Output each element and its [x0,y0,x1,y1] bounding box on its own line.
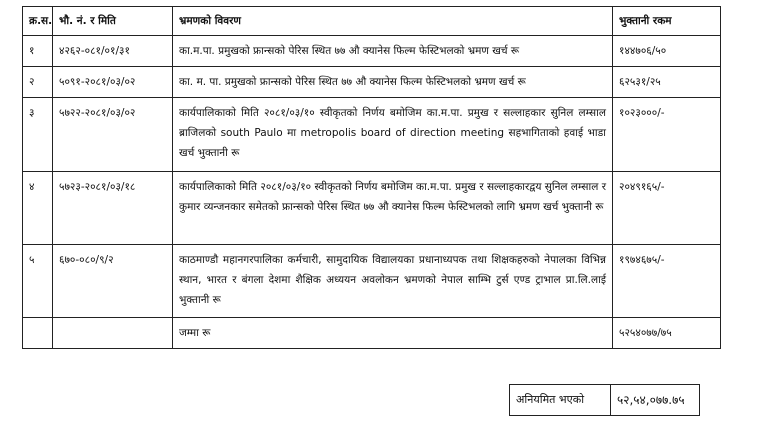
document [22,6,720,349]
row-description: काठमाण्डौ महानगरपालिका कर्मचारी, सामुदायिक विद्यालयका प्रधानाध्यपक तथा शिक्षकहरुको नेपालका विभिन्न स्थान, भारत र बंगला देशमा शैक्षिक अध्ययन अवलोकन भ्रमणको नेपाल साम्भि टुर्स एण्ड ट्राभाल प्रा.लि.लाई भुक्तानी रू [173,245,613,318]
total-label: जम्मा रू [173,318,613,349]
table-row [23,172,721,245]
row-amount: १०२३०००/- [613,98,721,172]
row-description: का.म.पा. प्रमुखको फ्रान्सको पेरिस स्थित ७७ औ क्यानेस फिल्म फेस्टिभलको भ्रमण खर्च रू [173,36,613,67]
row-description: कार्यपालिकाको मिति २०८१/०३/१० स्वीकृतको निर्णय बमोजिम का.म.पा. प्रमुख र सल्लाहकारद्वय सुनिल लम्साल र कुमार व्यन्जनकार समेतको फ्रान्सको पेरिस स्थित ७७ औ क्यानेस फिल्म फेस्टिभलको लागि भ्रमण खर्च भुक्तानी रू [173,172,613,245]
table-row [23,67,721,98]
row-amount: १९७४६७५/- [613,245,721,318]
row-voucher: ४२६२-०८१/०१/३१ [53,36,173,67]
irregular-amount: ५२,५४,०७७.७५ [611,385,700,416]
row-amount: ६२५३१/२५ [613,67,721,98]
table-header-row [23,7,721,36]
header-voucher: भौ. नं. र मिति [53,7,173,36]
row-sn: ५ [23,245,53,318]
table-row [23,36,721,67]
total-amount: ५२५४०७७/७५ [613,318,721,349]
travel-expense-table [22,6,721,349]
header-amount: भुक्तानी रकम [613,7,721,36]
header-sn: क्र.स. [23,7,53,36]
row-sn: २ [23,67,53,98]
row-voucher: ६७०-०८०/९/२ [53,245,173,318]
irregular-amount-table [509,384,700,416]
row-voucher: ५७२२-२०८१/०३/०२ [53,98,173,172]
row-voucher: ५०९१-२०८१/०३/०२ [53,67,173,98]
row-description: का. म. पा. प्रमुखको फ्रान्सको पेरिस स्थित ७७ औ क्यानेस फिल्म फेस्टिभलको भ्रमण खर्च रू [173,67,613,98]
header-description: भ्रमणको विवरण [173,7,613,36]
total-row [23,318,721,349]
table-row [23,245,721,318]
row-sn: ४ [23,172,53,245]
row-amount: २०४९१६५/- [613,172,721,245]
row-sn: ३ [23,98,53,172]
row-amount: १४४७०६/५० [613,36,721,67]
irregular-label: अनियमित भएको [510,385,611,416]
table-row [23,98,721,172]
row-voucher: ५७२३-२०८१/०३/१८ [53,172,173,245]
row-sn: १ [23,36,53,67]
total-sn-cell [23,318,53,349]
row-description: कार्यपालिकाको मिति २०८१/०३/१० स्वीकृतको निर्णय बमोजिम का.म.पा. प्रमुख र सल्लाहकार सुनिल लम्साल ब्राजिलको south Paulo मा metropolis board of direction meeting सहभागिताको हवाई भाडा खर्च भुक्तानी रू [173,98,613,172]
total-voucher-cell [53,318,173,349]
irregular-row [510,385,700,416]
